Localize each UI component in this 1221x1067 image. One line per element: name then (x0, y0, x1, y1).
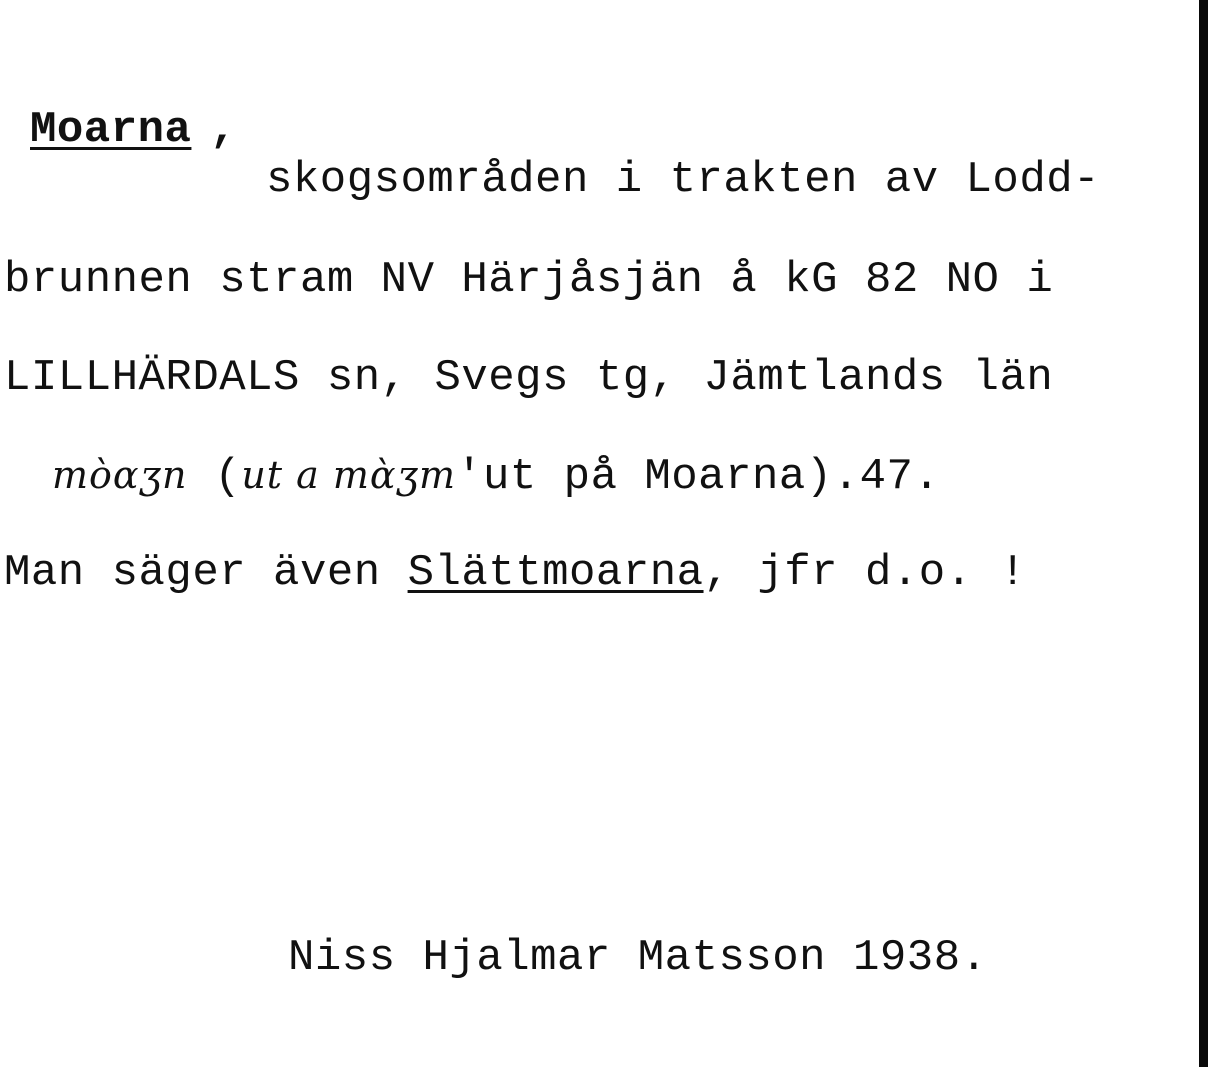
cross-reference-prefix: Man säger även (4, 548, 408, 598)
pronunciation-line (52, 450, 940, 502)
cross-reference-suffix: , jfr d.o. ! (703, 548, 1027, 598)
cross-reference-line (4, 548, 1026, 598)
definition-line-2: brunnen stram NV Härjåsjän å kG 82 NO i (4, 255, 1054, 305)
phonetic-form-2: ut a mɑ̀ʒm (241, 453, 457, 497)
headword: Moarna (30, 105, 192, 155)
paren-open: ( (187, 452, 242, 502)
headword-punctuation: , (210, 105, 237, 155)
definition-line-3: LILLHÄRDALS sn, Svegs tg, Jämtlands län (4, 353, 1054, 403)
phonetic-form-1: mòɑʒn (52, 453, 188, 497)
cross-reference-term: Slättmoarna (407, 548, 704, 598)
card-edge-border (1199, 0, 1208, 1067)
collector-signature: Niss Hjalmar Matsson 1938. (288, 933, 988, 983)
definition-line-1: skogsområden i trakten av Lodd- (266, 155, 1101, 205)
pronunciation-rest: 'ut på Moarna).47. (456, 452, 941, 502)
